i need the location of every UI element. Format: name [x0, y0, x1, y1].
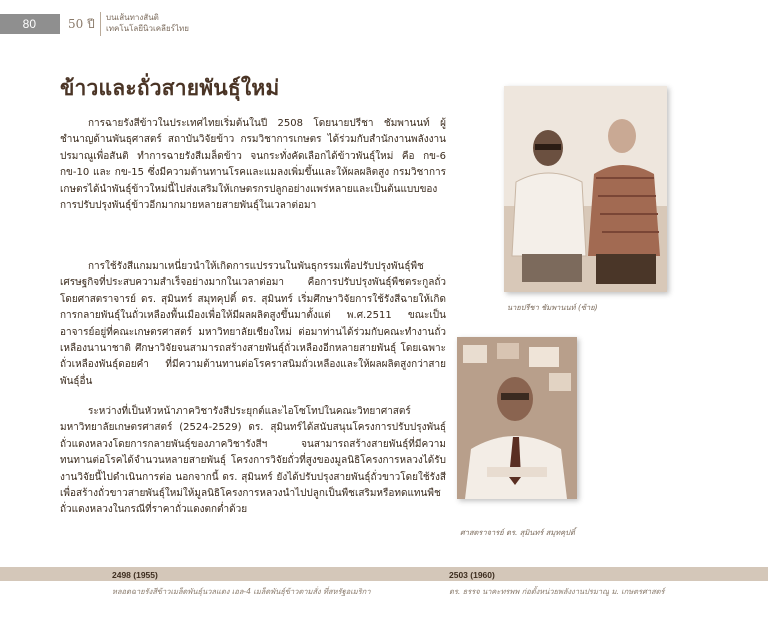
photo-scientist — [457, 337, 577, 499]
series-mark: 50 ปี — [68, 17, 95, 31]
article-paragraph-1 — [60, 116, 446, 214]
page-number: 80 — [0, 14, 60, 34]
photo-caption-2: ศาสตราจารย์ ดร. สุมินทร์ สมุทคุปติ์ — [460, 528, 575, 537]
header-divider — [100, 12, 101, 36]
paragraph-text: ระหว่างที่เป็นหัวหน้าภาควิชารังสีประยุกต์และไอโซโทปในคณะวิทยาศาสตร์ มหาวิทยาลัยเกษตรศาสตร์ (2524-2529) ดร. สุมินทร์ได้สนับสนุนโครงการปรับปรุงพันธุ์ถั่วแดงหลวงโดยการกลายพันธุ์ของภาควิชารังสีฯ จนสามารถสร้างสายพันธุ์ที่มีความทนทานต่อโรคได้จำนวนหลายสายพันธุ์ โครงการวิจัยถั่วที่สูงของมูลนิธิโครงการหลวงได้รับงานวิจัยนี้ไปดำเนินการต่อ นอกจากนี้ ดร. สุมินทร์ ยังได้ปรับปรุงสายพันธุ์ถั่วขาวโดยใช้รังสีเพื่อสร้างถั่วขาวสายพันธุ์ใหม่ให้มูลนิธิโครงการหลวงนำไปปลูกเป็นพืชเสริมหรือทดแทนพืชถั่วแดงหลวงในกรณีที่ราคาถั่วแดงตกต่ำด้วย — [60, 406, 446, 516]
series-title-line2: เทคโนโลยีนิวเคลียร์ไทย — [106, 24, 189, 33]
photo-caption-1: นายปรีชา ชัมพานนท์ (ซ้าย) — [507, 303, 598, 312]
photo-two-men — [504, 86, 667, 292]
timeline-year-1: 2498 (1955) — [112, 570, 158, 580]
timeline-note-1: หลอดฉายรังสีข้าวเมล็ดพันธุ์นวลแดง เอล-4 เมล็ดพันธุ์ข้าวตามสั่ง ที่สหรัฐอเมริกา — [112, 587, 371, 596]
photo-scientist-illustration — [457, 337, 577, 499]
article-paragraph-3 — [60, 404, 446, 519]
series-title-line1: บนเส้นทางสันติ — [106, 13, 159, 22]
photo-two-men-illustration — [504, 86, 667, 292]
timeline-year-2: 2503 (1960) — [449, 570, 495, 580]
timeline-note-2: ดร. ธรรจ นาคะทรพพ ก่อตั้งหน่วยพลังงานปรมาณู ม. เกษตรศาสตร์ — [449, 587, 665, 596]
article-title: ข้าวและถั่วสายพันธุ์ใหม่ — [60, 76, 280, 100]
article-paragraph-2 — [60, 259, 446, 390]
paragraph-text: การใช้รังสีแกมมาเหนี่ยวนำให้เกิดการแปรรวนในพันธุกรรมเพื่อปรับปรุงพันธุ์พืชเศรษฐกิจที่ประสบความสำเร็จอย่างมากในเวลาต่อมา คือการปรับปรุงพันธุ์พืชตระกูลถั่ว โดยศาสตราจารย์ ดร. สุมินทร์ สมุทคุปติ์ ดร. สุมินทร์ เริ่มศึกษาวิจัยการใช้รังสีฉายให้เกิดการกลายพันธุ์ในถั่วเหลืองพื้นเมืองเพื่อให้มีผลผลิตสูงขึ้นมาตั้งแต่ พ.ศ.2511 ขณะเป็นอาจารย์อยู่ที่คณะเกษตรศาสตร์ มหาวิทยาลัยเชียงใหม่ ต่อมาท่านได้ร่วมกับคณะทำงานถั่วเหลืองนานาชาติ ศึกษาวิจัยจนสามารถสร้างสายพันธุ์ถั่วเหลืองอีกหลายสายพันธุ์ โดยเฉพาะถั่วเหลืองพันธุ์ดอยคำ ที่มีความต้านทานต่อโรคราสนิมถั่วเหลืองและให้ผลผลิตสูงกว่าสายพันธุ์อื่น — [60, 261, 446, 387]
page-header — [0, 0, 768, 46]
series-title — [106, 12, 189, 34]
paragraph-text: การฉายรังสีข้าวในประเทศไทยเริ่มต้นในปี 2508 โดยนายปรีชา ชัมพานนท์ ผู้ชำนาญด้านพันธุศาสตร์ สถาบันวิจัยข้าว กรมวิชาการเกษตร ได้ร่วมกับสำนักงานพลังงานปรมาณูเพื่อสันติ ทำการฉายรังสีเมล็ดข้าว จนกระทั่งคัดเลือกได้ข้าวพันธุ์ใหม่ คือ กข-6 กข-10 และ กข-15 ซึ่งมีความต้านทานโรคและแมลงเพิ่มขึ้นและให้ผลผลิตสูง กรมวิชาการเกษตรได้นำพันธุ์ข้าวใหม่นี้ไปส่งเสริมให้เกษตรกรปลูกอย่างแพร่หลายและเป็นต้นแบบของการปรับปรุงพันธุ์ข้าวอีกมากมายหลายสายพันธุ์ในเวลาต่อมา — [60, 118, 446, 212]
